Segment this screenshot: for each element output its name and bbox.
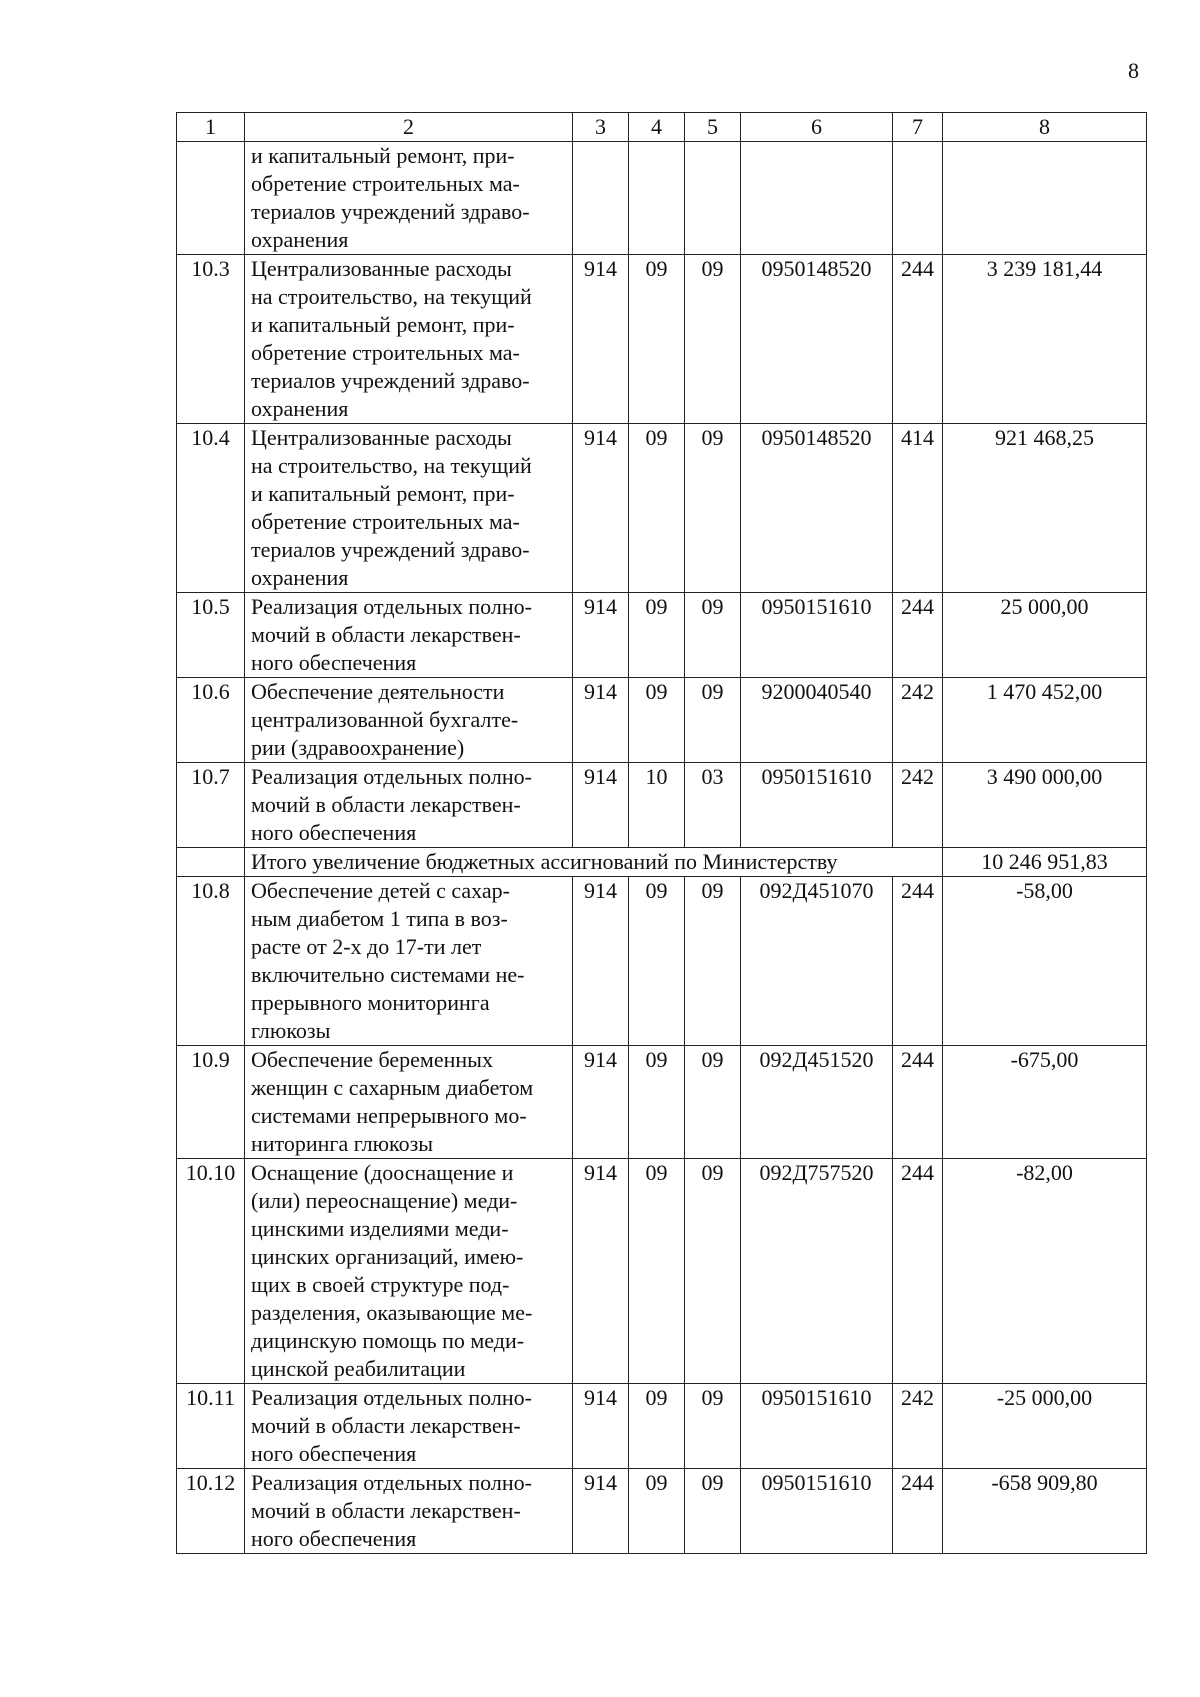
code-cell: 03 <box>685 763 741 848</box>
code-cell: 914 <box>573 877 629 1046</box>
description-cell: Централизованные расходы на строительство, на текущий и капитальный ремонт, при- обретение строительных ма- териалов учреждений здраво- охранения <box>245 255 573 424</box>
code-cell: 414 <box>893 424 943 593</box>
table-row <box>177 1046 1147 1159</box>
description-cell: Реализация отдельных полно- мочий в области лекарствен- ного обеспечения <box>245 1469 573 1554</box>
amount-cell: 3 239 181,44 <box>943 255 1147 424</box>
code-cell: 242 <box>893 678 943 763</box>
row-number-cell: 10.7 <box>177 763 245 848</box>
row-number-cell: 10.3 <box>177 255 245 424</box>
code-cell: 914 <box>573 1469 629 1554</box>
total-amount: 10 246 951,83 <box>943 848 1147 877</box>
row-number-cell: 10.11 <box>177 1384 245 1469</box>
code-cell: 09 <box>629 255 685 424</box>
code-cell: 092Д451520 <box>741 1046 893 1159</box>
code-cell: 09 <box>629 424 685 593</box>
code-cell: 244 <box>893 1159 943 1384</box>
column-header: 7 <box>893 113 943 142</box>
code-cell: 914 <box>573 424 629 593</box>
code-cell: 242 <box>893 1384 943 1469</box>
description-cell: и капитальный ремонт, при- обретение строительных ма- териалов учреждений здраво- охранения <box>245 142 573 255</box>
total-row <box>177 848 1147 877</box>
header-row <box>177 113 1147 142</box>
code-cell: 09 <box>685 424 741 593</box>
row-number-cell: 10.12 <box>177 1469 245 1554</box>
total-label: Итого увеличение бюджетных ассигнований по Министерству <box>245 848 943 877</box>
amount-cell: -58,00 <box>943 877 1147 1046</box>
code-cell: 244 <box>893 255 943 424</box>
code-cell: 0950151610 <box>741 1384 893 1469</box>
code-cell: 0950148520 <box>741 424 893 593</box>
amount-cell: -675,00 <box>943 1046 1147 1159</box>
amount-cell: -25 000,00 <box>943 1384 1147 1469</box>
amount-cell: 921 468,25 <box>943 424 1147 593</box>
table-row <box>177 1469 1147 1554</box>
column-header: 6 <box>741 113 893 142</box>
column-header: 3 <box>573 113 629 142</box>
code-cell: 0950148520 <box>741 255 893 424</box>
amount-cell: -82,00 <box>943 1159 1147 1384</box>
code-cell: 244 <box>893 877 943 1046</box>
code-cell: 914 <box>573 1046 629 1159</box>
code-cell: 09 <box>629 678 685 763</box>
description-cell: Централизованные расходы на строительство, на текущий и капитальный ремонт, при- обретение строительных ма- териалов учреждений здраво- охранения <box>245 424 573 593</box>
amount-cell: 3 490 000,00 <box>943 763 1147 848</box>
code-cell: 244 <box>893 1469 943 1554</box>
code-cell: 09 <box>629 1469 685 1554</box>
table-row <box>177 1159 1147 1384</box>
table-row <box>177 593 1147 678</box>
code-cell: 0950151610 <box>741 1469 893 1554</box>
table-row <box>177 1384 1147 1469</box>
description-cell: Обеспечение деятельности централизованной бухгалте- рии (здравоохранение) <box>245 678 573 763</box>
code-cell: 09 <box>685 877 741 1046</box>
code-cell: 09 <box>685 678 741 763</box>
column-header: 1 <box>177 113 245 142</box>
description-cell: Обеспечение детей с сахар- ным диабетом 1 типа в воз- расте от 2-х до 17-ти лет включительно системами не- прерывного мониторинга глюкозы <box>245 877 573 1046</box>
amount-cell: 25 000,00 <box>943 593 1147 678</box>
code-cell <box>629 142 685 255</box>
code-cell: 09 <box>629 593 685 678</box>
column-header: 5 <box>685 113 741 142</box>
code-cell: 09 <box>629 877 685 1046</box>
amount-cell: -658 909,80 <box>943 1469 1147 1554</box>
table-row <box>177 678 1147 763</box>
description-cell: Реализация отдельных полно- мочий в области лекарствен- ного обеспечения <box>245 593 573 678</box>
description-cell: Оснащение (дооснащение и (или) переоснащение) меди- цинскими изделиями меди- цинских организаций, имею- щих в своей структуре под- разделения, оказывающие ме- дицинскую помощь по меди- цинской реабилитации <box>245 1159 573 1384</box>
column-header: 2 <box>245 113 573 142</box>
code-cell: 10 <box>629 763 685 848</box>
description-cell: Реализация отдельных полно- мочий в области лекарствен- ного обеспечения <box>245 1384 573 1469</box>
row-number-cell: 10.6 <box>177 678 245 763</box>
row-number-cell <box>177 142 245 255</box>
column-header: 4 <box>629 113 685 142</box>
code-cell: 914 <box>573 763 629 848</box>
column-header: 8 <box>943 113 1147 142</box>
code-cell: 9200040540 <box>741 678 893 763</box>
code-cell: 092Д757520 <box>741 1159 893 1384</box>
code-cell: 09 <box>685 593 741 678</box>
code-cell <box>573 142 629 255</box>
code-cell: 0950151610 <box>741 593 893 678</box>
table-row <box>177 255 1147 424</box>
code-cell: 09 <box>629 1159 685 1384</box>
code-cell: 092Д451070 <box>741 877 893 1046</box>
amount-cell: 1 470 452,00 <box>943 678 1147 763</box>
code-cell <box>741 142 893 255</box>
description-cell: Реализация отдельных полно- мочий в области лекарствен- ного обеспечения <box>245 763 573 848</box>
code-cell: 914 <box>573 255 629 424</box>
table-row <box>177 877 1147 1046</box>
budget-table <box>176 112 1147 1554</box>
row-number-cell: 10.9 <box>177 1046 245 1159</box>
code-cell: 914 <box>573 678 629 763</box>
code-cell: 914 <box>573 593 629 678</box>
code-cell <box>893 142 943 255</box>
row-number-cell: 10.4 <box>177 424 245 593</box>
code-cell: 914 <box>573 1159 629 1384</box>
code-cell: 09 <box>685 255 741 424</box>
continued-row <box>177 142 1147 255</box>
page-number: 8 <box>1128 58 1139 83</box>
code-cell: 244 <box>893 593 943 678</box>
code-cell: 09 <box>685 1384 741 1469</box>
code-cell: 0950151610 <box>741 763 893 848</box>
code-cell <box>685 142 741 255</box>
code-cell: 09 <box>629 1384 685 1469</box>
table-row <box>177 763 1147 848</box>
code-cell: 09 <box>685 1469 741 1554</box>
code-cell: 244 <box>893 1046 943 1159</box>
code-cell: 09 <box>685 1159 741 1384</box>
table-row <box>177 424 1147 593</box>
code-cell: 09 <box>685 1046 741 1159</box>
description-cell: Обеспечение беременных женщин с сахарным диабетом системами непрерывного мо- ниторинга глюкозы <box>245 1046 573 1159</box>
row-number-cell <box>177 848 245 877</box>
code-cell: 242 <box>893 763 943 848</box>
code-cell: 914 <box>573 1384 629 1469</box>
code-cell: 09 <box>629 1046 685 1159</box>
row-number-cell: 10.10 <box>177 1159 245 1384</box>
row-number-cell: 10.8 <box>177 877 245 1046</box>
row-number-cell: 10.5 <box>177 593 245 678</box>
amount-cell <box>943 142 1147 255</box>
